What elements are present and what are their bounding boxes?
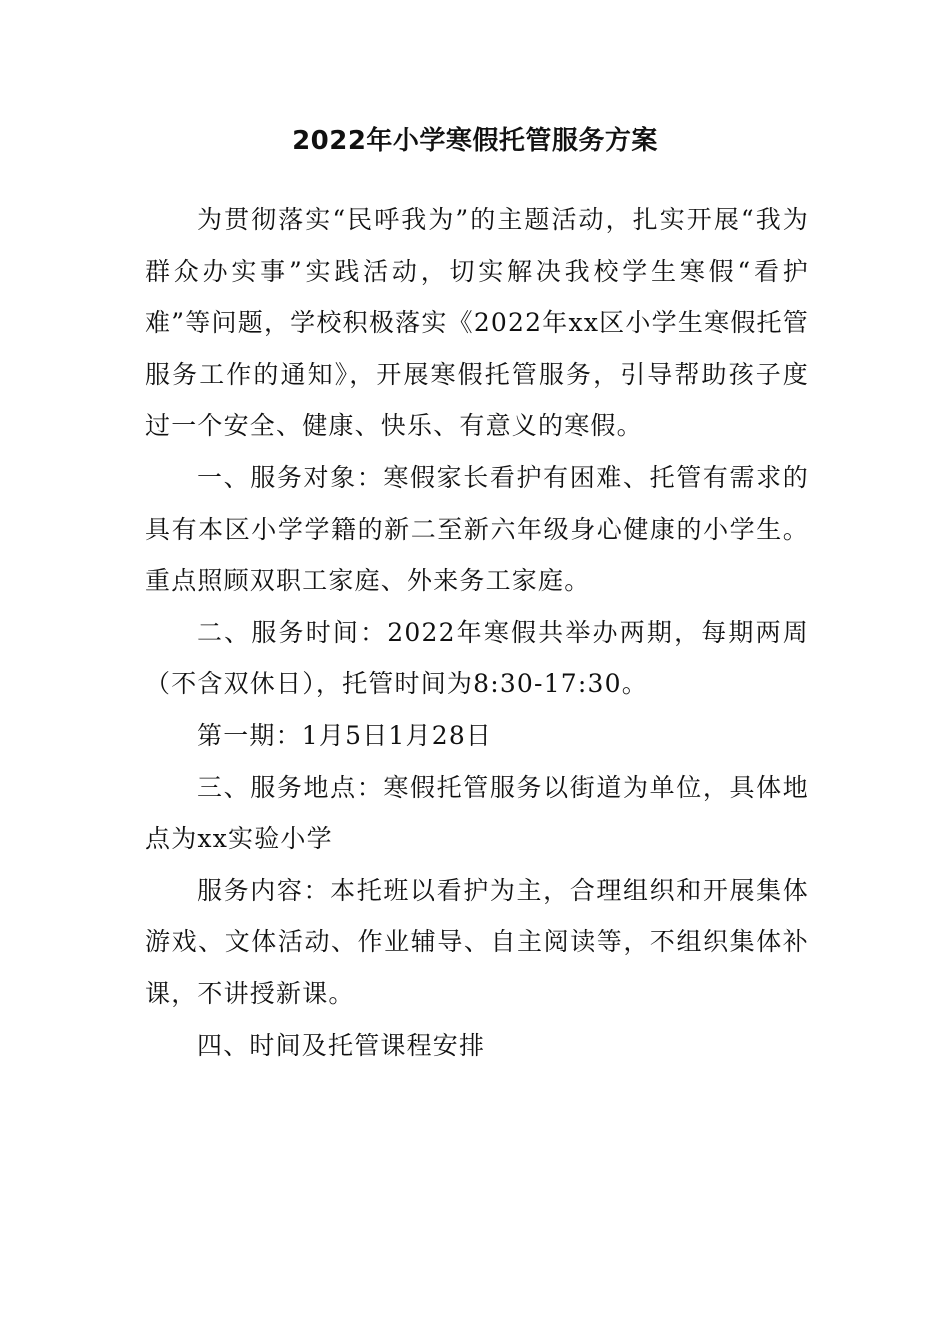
paragraph-schedule-heading: 四、时间及托管课程安排 (197, 1030, 486, 1060)
paragraph-service-content: 服务内容：本托班以看护为主，合理组织和开展集体游戏、文体活动、作业辅导、自主阅读等，不组织集体补课，不讲授新课。 (145, 875, 809, 1008)
paragraph-service-target: 一、服务对象：寒假家长看护有困难、托管有需求的具有本区小学学籍的新二至新六年级身心健康的小学生。重点照顾双职工家庭、外来务工家庭。 (145, 462, 809, 596)
paragraph-first-period: 第一期：1月5日1月28日 (197, 720, 493, 750)
paragraph-intro: 为贯彻落实“民呼我为”的主题活动，扎实开展“我为群众办实事”实践活动，切实解决我校学生寒假“看护难”等问题，学校积极落实《2022年xx区小学生寒假托管服务工作的通知》，开展寒假托管服务，引导帮助孩子度过一个安全、健康、快乐、有意义的寒假。 (145, 205, 809, 441)
document-title: 2022年小学寒假托管服务方案 (292, 126, 658, 156)
paragraph-service-location: 三、服务地点：寒假托管服务以街道为单位，具体地点为xx实验小学 (145, 772, 809, 854)
paragraph-service-time: 二、服务时间：2022年寒假共举办两期，每期两周（不含双休日），托管时间为8:30-17:30。 (145, 617, 809, 699)
document-body (145, 194, 809, 1071)
